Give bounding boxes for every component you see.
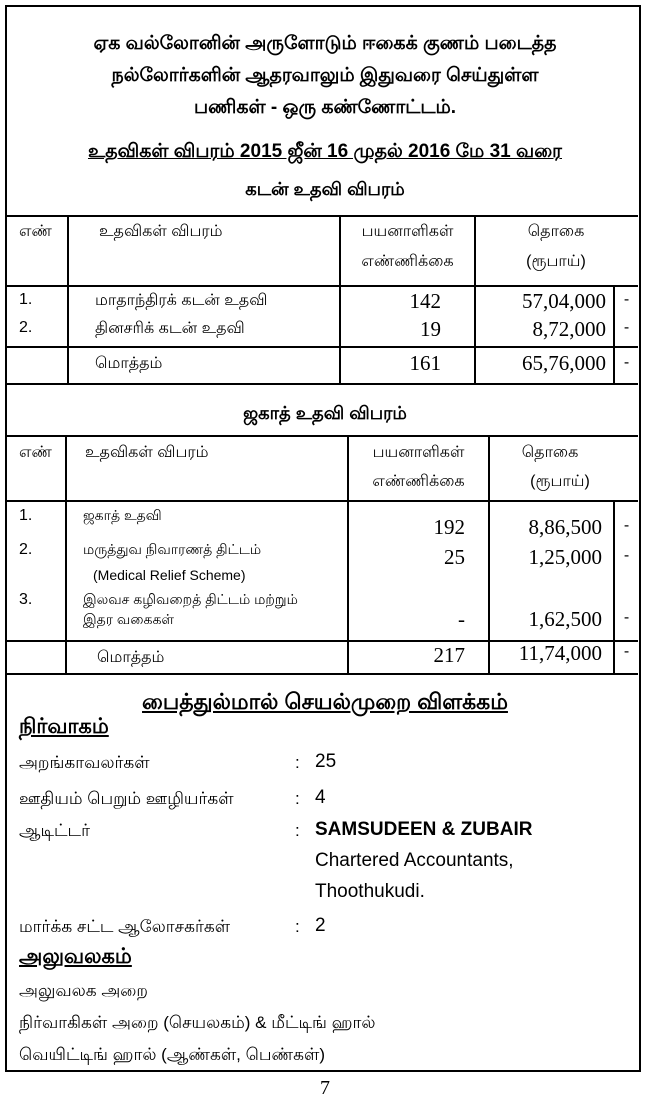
auditor-colon: : xyxy=(295,821,300,840)
zakat-row-3-paise: - xyxy=(623,609,630,626)
intro-line-2: நல்லோர்களின் ஆதரவாலும் இதுவரை செய்துள்ள xyxy=(111,65,539,86)
trustees-label: அறங்காவலர்கள் xyxy=(19,753,150,772)
office-item-3: வெயிட்டிங் ஹால் (ஆண்கள், பெண்கள்) xyxy=(19,1045,326,1064)
zakat-row-3-count: - xyxy=(458,607,465,631)
zakat-row-3-amount: 1,62,500 xyxy=(528,607,602,631)
loan-row-1-amount: 57,04,000 xyxy=(522,289,606,313)
zakat-row-1-count: 192 xyxy=(433,515,465,539)
loan-row-1-details: மாதாந்திரக் கடன் உதவி xyxy=(95,292,268,309)
zakat-table-top-border xyxy=(7,435,638,437)
intro-line-1: ஏக வல்லோனின் அருளோடும் ஈகைக் குணம் படைத்த xyxy=(93,33,557,54)
zakat-header-beneficiaries-1: பயனாளிகள் xyxy=(372,444,465,461)
zakat-total-paise: - xyxy=(623,643,630,660)
auditor-label: ஆடிட்டர் xyxy=(19,821,90,840)
auditor-location: Thoothukudi. xyxy=(315,881,425,902)
loan-header-amount-2: (ரூபாய்) xyxy=(526,253,586,270)
zakat-total-amount: 11,74,000 xyxy=(518,641,602,665)
zakat-row-1-amount: 8,86,500 xyxy=(528,515,602,539)
loan-table-total-border xyxy=(7,346,638,348)
loan-row-2-paise: - xyxy=(623,319,630,336)
trustees-value: 25 xyxy=(315,751,337,772)
advisors-label: மார்க்க சட்ட ஆலோசகர்கள் xyxy=(19,917,231,936)
zakat-header-amount-2: (ரூபாய்) xyxy=(530,473,590,490)
office-item-1: அலுவலக அறை xyxy=(19,981,148,1000)
advisors-value: 2 xyxy=(315,915,326,936)
zakat-table-title: ஜகாத் உதவி விபரம் xyxy=(243,403,407,423)
loan-table-header-border xyxy=(7,285,638,287)
staff-label: ஊதியம் பெறும் ஊழியர்கள் xyxy=(19,789,234,808)
zakat-row-3-no: 3. xyxy=(19,591,33,608)
zakat-row-2-count: 25 xyxy=(444,545,465,569)
zakat-table-header-border xyxy=(7,500,638,502)
trustees-colon: : xyxy=(295,753,300,772)
zakat-row-2-details: மருத்துவ நிவாரணத் திட்டம் xyxy=(83,541,262,557)
zakat-total-count: 217 xyxy=(433,643,465,667)
loan-row-2-details: தினசரிக் கடன் உதவி xyxy=(95,320,245,337)
staff-value: 4 xyxy=(315,787,326,808)
office-item-2: நிர்வாகிகள் அறை (செயலகம்) & மீட்டிங் ஹால் xyxy=(19,1013,376,1032)
zakat-row-2-details-sub: (Medical Relief Scheme) xyxy=(93,567,246,583)
zakat-table-bottom-border xyxy=(7,673,638,675)
auditor-designation: Chartered Accountants, xyxy=(315,850,514,871)
loan-row-2-no: 2. xyxy=(19,319,33,336)
loan-total-amount: 65,76,000 xyxy=(522,351,606,375)
loan-header-details: உதவிகள் விபரம் xyxy=(99,223,223,240)
loan-table-title: கடன் உதவி விபரம் xyxy=(245,179,405,199)
loan-row-1-no: 1. xyxy=(19,291,33,308)
loan-table-top-border xyxy=(7,215,638,217)
loan-total-paise: - xyxy=(623,354,630,371)
zakat-header-beneficiaries-2: எண்ணிக்கை xyxy=(372,473,465,490)
zakat-row-1-paise: - xyxy=(623,517,630,534)
loan-row-1-paise: - xyxy=(623,291,630,308)
loan-row-2-amount: 8,72,000 xyxy=(532,317,606,341)
loan-table-bottom-border xyxy=(7,383,638,385)
zakat-table-divider-1 xyxy=(65,435,67,673)
intro-line-3: பணிகள் - ஒரு கண்ணோட்டம். xyxy=(193,97,457,118)
loan-row-2-count: 19 xyxy=(420,317,441,341)
admin-heading: நிர்வாகம் xyxy=(19,715,109,738)
loan-header-beneficiaries-1: பயனாளிகள் xyxy=(361,223,454,240)
zakat-header-no: எண் xyxy=(19,444,52,461)
loan-total-count: 161 xyxy=(409,351,441,375)
zakat-row-2-no: 2. xyxy=(19,541,33,558)
zakat-header-details: உதவிகள் விபரம் xyxy=(85,444,209,461)
operations-title: பைத்துல்மால் செயல்முறை விளக்கம் xyxy=(142,689,508,714)
zakat-header-amount-1: தொகை xyxy=(521,444,579,461)
staff-colon: : xyxy=(295,789,300,808)
zakat-row-3-details-sub: இதர வகைகள் xyxy=(83,611,175,627)
loan-header-no: எண் xyxy=(19,223,52,240)
zakat-total-label: மொத்தம் xyxy=(97,649,165,666)
advisors-colon: : xyxy=(295,917,300,936)
report-title: உதவிகள் விபரம் 2015 ஜீன் 16 முதல் 2016 மே 31 வரை xyxy=(87,141,562,162)
zakat-row-2-amount: 1,25,000 xyxy=(528,545,602,569)
zakat-row-2-paise: - xyxy=(623,547,630,564)
zakat-row-1-details: ஜகாத் உதவி xyxy=(83,507,162,523)
office-heading: அலுவலகம் xyxy=(19,945,132,968)
page-number: 7 xyxy=(320,1077,330,1099)
auditor-name: SAMSUDEEN & ZUBAIR xyxy=(315,819,533,840)
page-frame xyxy=(5,5,641,1072)
zakat-row-3-details: இலவச கழிவறைத் திட்டம் மற்றும் xyxy=(83,591,298,607)
loan-total-label: மொத்தம் xyxy=(95,355,163,372)
zakat-row-1-no: 1. xyxy=(19,507,33,524)
loan-header-amount-1: தொகை xyxy=(527,223,585,240)
loan-table-divider-1 xyxy=(67,215,69,383)
loan-header-beneficiaries-2: எண்ணிக்கை xyxy=(361,253,454,270)
loan-row-1-count: 142 xyxy=(409,289,441,313)
